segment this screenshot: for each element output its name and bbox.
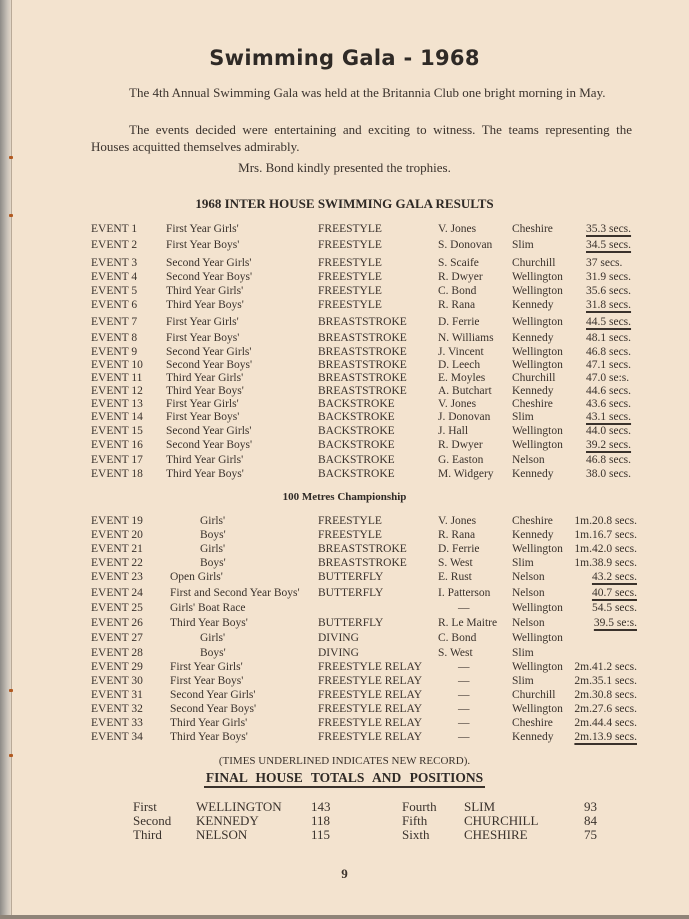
result-row — [0, 453, 689, 467]
event-stroke: BACKSTROKE — [318, 411, 395, 423]
winning-time: 44.6 secs. — [586, 385, 632, 397]
event-number: EVENT 17 — [91, 454, 143, 466]
event-number: EVENT 19 — [91, 515, 143, 527]
event-category: Third Year Girls' — [166, 285, 244, 297]
winner-name: — — [458, 717, 470, 729]
event-stroke: BACKSTROKE — [318, 454, 395, 466]
winning-time: 43.6 secs. — [586, 398, 632, 410]
event-stroke: BREASTSTROKE — [318, 372, 407, 384]
winner-house: Kennedy — [512, 385, 554, 397]
event-category: First and Second Year Boys' — [170, 587, 300, 599]
winner-name: G. Easton — [438, 454, 484, 466]
winning-time: 2m.30.8 secs. — [574, 689, 637, 701]
page-number: 9 — [341, 866, 348, 881]
event-stroke: BACKSTROKE — [318, 425, 395, 437]
winner-house: Nelson — [512, 571, 545, 583]
results-heading: 1968 INTER HOUSE SWIMMING GALA RESULTS — [195, 196, 494, 211]
winning-time: 1m.16.7 secs. — [574, 529, 637, 541]
winner-name: R. Dwyer — [438, 439, 483, 451]
event-stroke: FREESTYLE — [318, 529, 382, 541]
event-number: EVENT 33 — [91, 717, 143, 729]
event-number: EVENT 14 — [91, 411, 143, 423]
trophies-line: Mrs. Bond kindly presented the trophies. — [238, 160, 451, 175]
event-category: Second Year Boys' — [170, 703, 257, 715]
total-points: 115 — [311, 827, 331, 842]
winner-house: Nelson — [512, 454, 545, 466]
result-row — [0, 438, 689, 452]
winner-house: Churchill — [512, 372, 556, 384]
winner-name: J. Vincent — [438, 346, 484, 358]
winning-time: 47.0 se:s. — [586, 372, 630, 384]
event-category: First Year Boys' — [170, 675, 244, 687]
result-row — [0, 467, 689, 481]
winner-house: Wellington — [512, 271, 563, 283]
winning-time: 35.6 secs. — [586, 285, 632, 297]
winner-house: Wellington — [512, 346, 563, 358]
winning-time: 46.8 secs. — [586, 454, 632, 466]
total-points: 118 — [311, 813, 331, 828]
event-number: EVENT 29 — [91, 661, 143, 673]
winner-name: R. Rana — [438, 529, 476, 541]
intro-paragraph — [91, 84, 632, 101]
winner-house: Wellington — [512, 632, 563, 644]
result-row — [0, 298, 689, 312]
winner-house: Nelson — [512, 617, 545, 629]
total-house: WELLINGTON — [196, 799, 282, 814]
total-position: Fourth — [402, 799, 437, 814]
intro-text: The 4th Annual Swimming Gala was held at the Britannia Club one bright morning in May. — [129, 85, 606, 100]
total-house: SLIM — [464, 799, 496, 814]
winning-time: 38.0 secs. — [586, 468, 632, 480]
event-stroke: FREESTYLE RELAY — [318, 731, 423, 743]
winning-time: 1m.20.8 secs. — [574, 515, 637, 527]
page-title: Swimming Gala - 1968 — [209, 46, 480, 70]
winning-time: 44.0 secs. — [586, 425, 632, 437]
winner-house: Slim — [512, 239, 534, 251]
total-points: 75 — [584, 827, 597, 842]
event-stroke: FREESTYLE — [318, 239, 382, 251]
winning-time: 2m.44.4 secs. — [574, 717, 637, 729]
event-stroke: DIVING — [318, 647, 359, 659]
result-row — [0, 601, 689, 615]
winner-house: Wellington — [512, 602, 563, 614]
event-number: EVENT 32 — [91, 703, 143, 715]
winner-name: — — [458, 731, 470, 743]
result-row — [0, 514, 689, 528]
winning-time-record: 2m.13.9 secs. — [574, 731, 637, 743]
winning-time: 1m.38.9 secs. — [574, 557, 637, 569]
event-category: Girls' — [200, 632, 226, 644]
event-stroke: BACKSTROKE — [318, 439, 395, 451]
event-category: Second Year Boys' — [166, 359, 253, 371]
winner-name: — — [458, 675, 470, 687]
winner-house: Churchill — [512, 689, 556, 701]
winner-house: Slim — [512, 675, 534, 687]
event-number: EVENT 22 — [91, 557, 143, 569]
event-number: EVENT 6 — [91, 299, 138, 311]
event-stroke: FREESTYLE RELAY — [318, 675, 423, 687]
event-stroke: BREASTSTROKE — [318, 332, 407, 344]
event-category: Third Year Girls' — [166, 454, 244, 466]
result-row — [0, 371, 689, 385]
event-category: Second Year Boys' — [166, 271, 253, 283]
total-position: Sixth — [402, 827, 430, 842]
winner-name: I. Patterson — [438, 587, 491, 599]
result-row — [0, 660, 689, 674]
winning-time: 31.9 secs. — [586, 271, 632, 283]
event-category: First Year Boys' — [166, 411, 240, 423]
event-number: EVENT 2 — [91, 239, 138, 251]
event-category: Third Year Boys' — [170, 731, 248, 743]
winner-name: M. Widgery — [438, 468, 494, 480]
winner-name: R. Le Maitre — [438, 617, 498, 629]
event-stroke: DIVING — [318, 632, 359, 644]
event-number: EVENT 10 — [91, 359, 143, 371]
event-number: EVENT 13 — [91, 398, 143, 410]
result-row — [0, 410, 689, 424]
event-category: Second Year Girls' — [170, 689, 256, 701]
staple-mark — [9, 156, 13, 159]
winner-name: J. Donovan — [438, 411, 491, 423]
result-row — [0, 315, 689, 329]
result-row — [0, 702, 689, 716]
winning-time-record: 43.2 secs. — [591, 571, 637, 583]
event-number: EVENT 18 — [91, 468, 143, 480]
event-category: Third Year Girls' — [166, 372, 244, 384]
result-row — [0, 646, 689, 660]
result-row — [0, 270, 689, 284]
event-category: First Year Girls' — [166, 223, 239, 235]
event-category: Third Year Boys' — [166, 299, 244, 311]
event-number: EVENT 20 — [91, 529, 143, 541]
event-category: Girls' — [200, 543, 226, 555]
event-category: First Year Boys' — [166, 332, 240, 344]
total-points: 93 — [584, 799, 597, 814]
event-number: EVENT 28 — [91, 647, 143, 659]
event-stroke: BACKSTROKE — [318, 468, 395, 480]
event-category: Girls' Boat Race — [170, 602, 246, 614]
event-category: Boys' — [200, 647, 226, 659]
result-row — [0, 688, 689, 702]
winning-time: 1m.42.0 secs. — [574, 543, 637, 555]
winner-name: S. West — [438, 557, 473, 569]
event-category: First Year Boys' — [166, 239, 240, 251]
event-category: Second Year Girls' — [166, 425, 252, 437]
winner-house: Slim — [512, 411, 534, 423]
event-category: Second Year Boys' — [166, 439, 253, 451]
event-category: Second Year Girls' — [166, 257, 252, 269]
event-category: Girls' — [200, 515, 226, 527]
event-stroke: FREESTYLE — [318, 271, 382, 283]
event-stroke: FREESTYLE — [318, 515, 382, 527]
winner-name: D. Ferrie — [438, 543, 480, 555]
event-stroke: BREASTSTROKE — [318, 543, 407, 555]
winner-name: C. Bond — [438, 285, 477, 297]
winner-name: D. Leech — [438, 359, 481, 371]
event-category: Boys' — [200, 557, 226, 569]
event-category: Second Year Girls' — [166, 346, 252, 358]
winning-time: 48.1 secs. — [586, 332, 632, 344]
winner-house: Cheshire — [512, 398, 553, 410]
winning-time: 47.1 secs. — [586, 359, 632, 371]
event-stroke: BUTTERFLY — [318, 587, 384, 599]
event-category: Open Girls' — [170, 571, 223, 583]
event-number: EVENT 24 — [91, 587, 143, 599]
page-bottom-edge — [0, 915, 689, 919]
winner-name: R. Dwyer — [438, 271, 483, 283]
record-note: (TIMES UNDERLINED INDICATES NEW RECORD). — [218, 755, 471, 767]
winner-name: V. Jones — [438, 223, 477, 235]
winning-time: 2m.35.1 secs. — [574, 675, 637, 687]
event-number: EVENT 11 — [91, 372, 143, 384]
winner-house: Churchill — [512, 257, 556, 269]
event-number: EVENT 25 — [91, 602, 143, 614]
winning-time-record: 39.2 secs. — [586, 439, 632, 451]
winner-name: C. Bond — [438, 632, 477, 644]
event-number: EVENT 1 — [91, 223, 138, 235]
event-stroke: BUTTERFLY — [318, 571, 384, 583]
result-row — [0, 586, 689, 600]
winner-house: Wellington — [512, 439, 563, 451]
event-stroke: BREASTSTROKE — [318, 359, 407, 371]
winning-time: 54.5 secs. — [591, 602, 637, 614]
result-row — [0, 674, 689, 688]
winner-name: S. West — [438, 647, 473, 659]
winning-time: 2m.27.6 secs. — [574, 703, 637, 715]
winner-name: D. Ferrie — [438, 316, 480, 328]
result-row — [0, 284, 689, 298]
total-house: NELSON — [196, 827, 248, 842]
result-row — [0, 345, 689, 359]
result-row — [0, 556, 689, 570]
winner-name: V. Jones — [438, 515, 477, 527]
event-stroke: FREESTYLE RELAY — [318, 689, 423, 701]
winner-name: V. Jones — [438, 398, 477, 410]
winner-house: Kennedy — [512, 299, 554, 311]
result-row — [0, 424, 689, 438]
winner-name: E. Moyles — [438, 372, 486, 384]
events-text: The events decided were entertaining and exciting to witness. The teams representing the Houses acquitted themselves admirably. — [91, 122, 632, 154]
event-number: EVENT 16 — [91, 439, 143, 451]
result-row — [0, 238, 689, 252]
winner-house: Slim — [512, 557, 534, 569]
result-row — [0, 542, 689, 556]
event-category: Third Year Girls' — [170, 717, 248, 729]
event-stroke: BREASTSTROKE — [318, 557, 407, 569]
result-row — [0, 331, 689, 345]
result-row — [0, 616, 689, 630]
event-number: EVENT 31 — [91, 689, 143, 701]
result-row — [0, 222, 689, 236]
event-stroke: FREESTYLE RELAY — [318, 661, 423, 673]
winner-name: E. Rust — [438, 571, 472, 583]
winner-house: Kennedy — [512, 731, 554, 743]
winner-house: Nelson — [512, 587, 545, 599]
event-number: EVENT 34 — [91, 731, 143, 743]
winner-house: Wellington — [512, 285, 563, 297]
winner-house: Slim — [512, 647, 534, 659]
result-row — [0, 631, 689, 645]
winner-house: Wellington — [512, 703, 563, 715]
winner-name: S. Donovan — [438, 239, 493, 251]
winner-house: Wellington — [512, 543, 563, 555]
winner-name: J. Hall — [438, 425, 469, 437]
final-totals-heading — [0, 770, 689, 786]
event-stroke: FREESTYLE RELAY — [318, 703, 423, 715]
winner-house: Wellington — [512, 661, 563, 673]
winner-name: — — [458, 661, 470, 673]
total-position: Second — [133, 813, 172, 828]
result-row — [0, 528, 689, 542]
event-number: EVENT 21 — [91, 543, 143, 555]
event-stroke: FREESTYLE — [318, 299, 382, 311]
winning-time: 37 secs. — [586, 257, 623, 269]
winner-house: Cheshire — [512, 717, 553, 729]
event-stroke: BREASTSTROKE — [318, 385, 407, 397]
total-points: 143 — [311, 799, 331, 814]
event-stroke: FREESTYLE — [318, 285, 382, 297]
winning-time-record: 39.5 se:s. — [593, 617, 637, 629]
total-position: First — [133, 799, 157, 814]
event-number: EVENT 26 — [91, 617, 143, 629]
total-house: KENNEDY — [196, 813, 259, 828]
event-number: EVENT 30 — [91, 675, 143, 687]
winner-house: Kennedy — [512, 332, 554, 344]
winner-house: Wellington — [512, 359, 563, 371]
winning-time-record: 35.3 secs. — [586, 223, 632, 235]
event-number: EVENT 7 — [91, 316, 138, 328]
winner-house: Cheshire — [512, 515, 553, 527]
winner-name: R. Rana — [438, 299, 476, 311]
event-number: EVENT 3 — [91, 257, 138, 269]
championship-heading: 100 Metres Championship — [282, 491, 407, 503]
event-number: EVENT 5 — [91, 285, 138, 297]
winning-time-record: 44.5 secs. — [586, 316, 632, 328]
winning-time-record: 31.8 secs. — [586, 299, 632, 311]
event-category: Third Year Boys' — [166, 468, 244, 480]
winning-time-record: 43.1 secs. — [586, 411, 632, 423]
total-position: Fifth — [402, 813, 428, 828]
event-number: EVENT 23 — [91, 571, 143, 583]
event-stroke: BREASTSTROKE — [318, 346, 407, 358]
final-totals-heading-text: FINAL HOUSE TOTALS AND POSITIONS — [204, 770, 485, 788]
event-category: Boys' — [200, 529, 226, 541]
event-category: First Year Girls' — [166, 316, 239, 328]
winner-name: N. Williams — [438, 332, 494, 344]
total-position: Third — [133, 827, 162, 842]
event-number: EVENT 27 — [91, 632, 143, 644]
result-row — [0, 256, 689, 270]
result-row — [0, 730, 689, 744]
event-number: EVENT 12 — [91, 385, 143, 397]
winner-name: — — [458, 689, 470, 701]
event-stroke: FREESTYLE — [318, 257, 382, 269]
winner-house: Wellington — [512, 425, 563, 437]
event-number: EVENT 9 — [91, 346, 138, 358]
winner-name: — — [458, 602, 470, 614]
event-category: First Year Girls' — [170, 661, 243, 673]
result-row — [0, 570, 689, 584]
winner-house: Kennedy — [512, 529, 554, 541]
total-points: 84 — [584, 813, 597, 828]
event-stroke: FREESTYLE RELAY — [318, 717, 423, 729]
winner-name: S. Scaife — [438, 257, 479, 269]
event-category: Third Year Boys' — [170, 617, 248, 629]
winner-name: A. Butchart — [438, 385, 492, 397]
event-number: EVENT 15 — [91, 425, 143, 437]
event-stroke: BREASTSTROKE — [318, 316, 407, 328]
winning-time: 46.8 secs. — [586, 346, 632, 358]
winning-time-record: 34.5 secs. — [586, 239, 632, 251]
event-stroke: BACKSTROKE — [318, 398, 395, 410]
result-row — [0, 716, 689, 730]
event-stroke: FREESTYLE — [318, 223, 382, 235]
event-category: First Year Girls' — [166, 398, 239, 410]
result-row — [0, 358, 689, 372]
event-category: Third Year Boys' — [166, 385, 244, 397]
staple-mark — [9, 214, 13, 217]
winner-house: Kennedy — [512, 468, 554, 480]
events-paragraph — [91, 121, 632, 155]
winner-house: Cheshire — [512, 223, 553, 235]
winner-name: — — [458, 703, 470, 715]
winning-time: 2m.41.2 secs. — [574, 661, 637, 673]
winning-time-record: 40.7 secs. — [591, 587, 637, 599]
event-number: EVENT 8 — [91, 332, 138, 344]
result-row — [0, 397, 689, 411]
event-stroke: BUTTERFLY — [318, 617, 384, 629]
event-number: EVENT 4 — [91, 271, 138, 283]
total-house: CHESHIRE — [464, 827, 528, 842]
total-house: CHURCHILL — [464, 813, 539, 828]
winner-house: Wellington — [512, 316, 563, 328]
result-row — [0, 384, 689, 398]
